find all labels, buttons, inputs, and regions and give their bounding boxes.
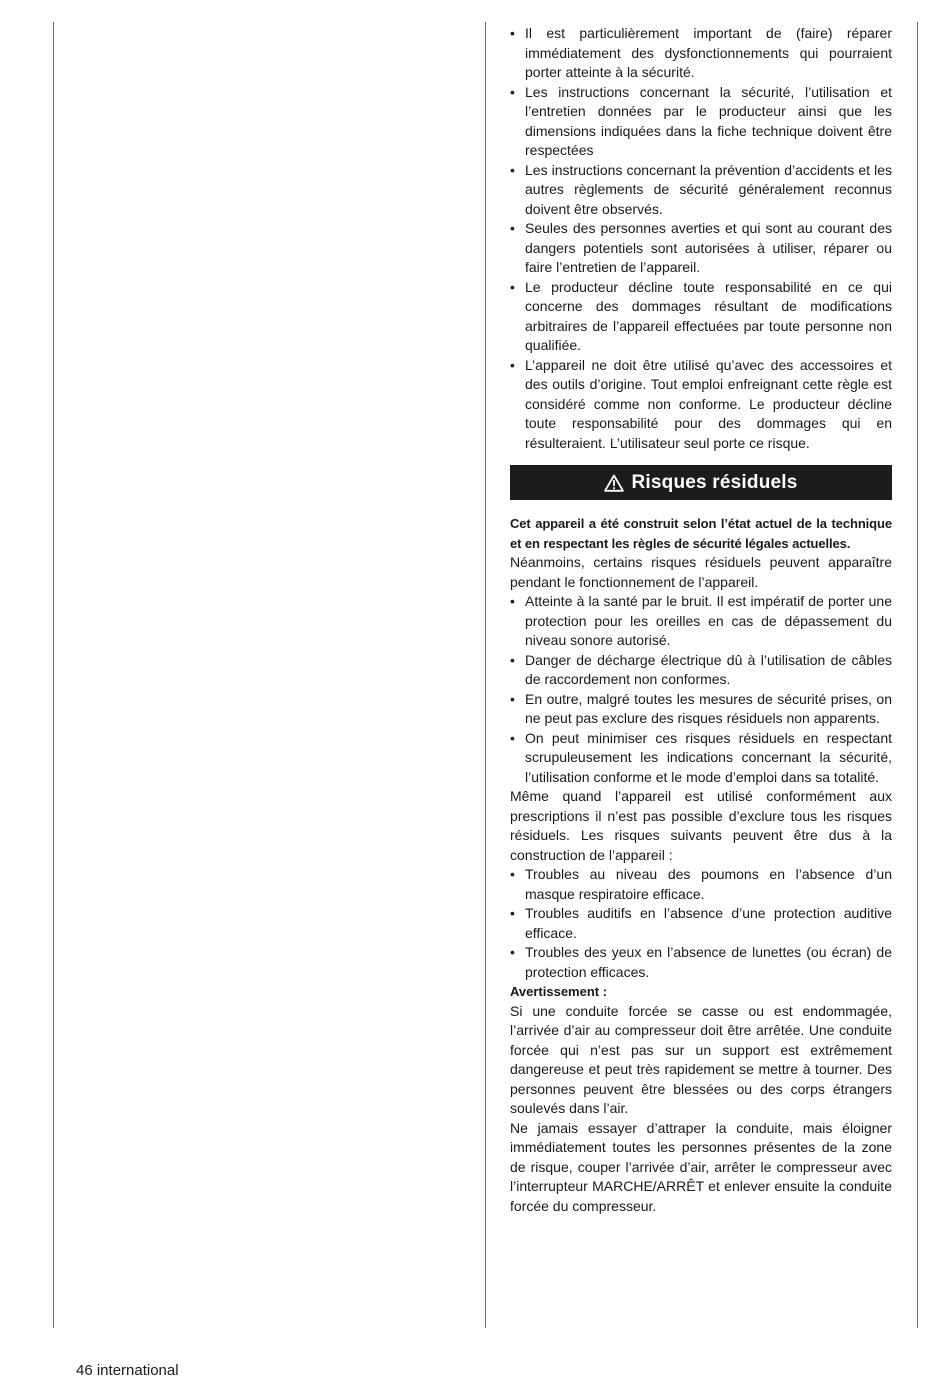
list-item: • Les instructions concernant la sécurité, l’utilisation et l’entretien données par le producteur ainsi que les dimensions indiquées dans la fiche technique doivent être respectées	[510, 83, 892, 161]
section-title: Risques résiduels	[631, 471, 798, 493]
warning-paragraph-2: Ne jamais essayer d’attraper la conduite, mais éloigner immédiatement toutes les personnes présentes de la zone de risque, couper l’arrivée d’air, arrêter le compresseur avec l’interrupteur MARCHE/ARRÊT et enlever ensuite la conduite forcée du compresseur.	[510, 1119, 892, 1214]
section-banner	[510, 465, 892, 500]
column-divider-right	[917, 22, 918, 1328]
list-item: • Les instructions concernant la prévention d’accidents et les autres règlements de sécurité généralement reconnus doivent être observés.	[510, 161, 892, 220]
warning-paragraph-1: Si une conduite forcée se casse ou est endommagée, l’arrivée d’air au compresseur doit être arrêtée. Une conduite forcée qui n’est pas sur un support est extrêmement dangereuse et peut très rapidement se mettre à tourner. Des personnes peuvent être blessées ou des corps étrangers soulevés dans l’air.	[510, 1002, 892, 1116]
list-item: • Il est particulièrement important de (faire) réparer immédiatement des dysfonctionnements qui pourraient porter atteinte à la sécurité.	[510, 24, 892, 83]
warning-triangle-icon	[604, 474, 624, 492]
safety-bullet-list	[510, 24, 892, 453]
list-item: • L’appareil ne doit être utilisé qu’avec des accessoires et des outils d’origine. Tout emploi enfreignant cette règle est considéré comme non conforme. Le producteur décline toute responsabilité pour des dommages qui en résulteraient. L’utilisateur seul porte ce risque.	[510, 356, 892, 454]
page-footer: 46 international	[76, 1362, 179, 1379]
section-intro: Néanmoins, certains risques résiduels peuvent apparaître pendant le fonctionnement de l’appareil.	[510, 554, 892, 590]
list-item: • Le producteur décline toute responsabilité en ce qui concerne des dommages résultant de modifications arbitraires de l’appareil effectuées par toute personne non qualifiée.	[510, 278, 892, 356]
list-item: • En outre, malgré toutes les mesures de sécurité prises, on ne peut pas exclure des risques résiduels non apparents.	[510, 690, 892, 729]
text-column	[510, 24, 892, 1216]
residual-risk-list	[510, 592, 892, 787]
health-risk-list	[510, 865, 892, 982]
column-divider-left	[53, 22, 54, 1328]
section-lead: Cet appareil a été construit selon l’état actuel de la technique et en respectant les règles de sécurité légales actuelles.	[510, 516, 892, 551]
list-item: • Troubles au niveau des poumons en l’absence d’un masque respiratoire efficace.	[510, 865, 892, 904]
list-item: • Troubles des yeux en l’absence de lunettes (ou écran) de protection efficaces.	[510, 943, 892, 982]
list-item: • Seules des personnes averties et qui sont au courant des dangers potentiels sont autorisées à utiliser, réparer ou faire l’entretien de l’appareil.	[510, 219, 892, 278]
list-item: • On peut minimiser ces risques résiduels en respectant scrupuleusement les indications concernant la sécurité, l’utilisation conforme et le mode d’emploi dans sa totalité.	[510, 729, 892, 788]
list-item: • Atteinte à la santé par le bruit. Il est impératif de porter une protection pour les oreilles en cas de dépassement du niveau sonore autorisé.	[510, 592, 892, 651]
warning-heading: Avertissement :	[510, 984, 608, 999]
section-middle-paragraph: Même quand l’appareil est utilisé conformément aux prescriptions il n’est pas possible d’exclure tous les risques résiduels. Les risques suivants peuvent être dus à la construction de l’appareil :	[510, 788, 892, 863]
list-item: • Troubles auditifs en l’absence d’une protection auditive efficace.	[510, 904, 892, 943]
list-item: • Danger de décharge électrique dû à l’utilisation de câbles de raccordement non conformes.	[510, 651, 892, 690]
column-divider-middle	[485, 22, 486, 1328]
